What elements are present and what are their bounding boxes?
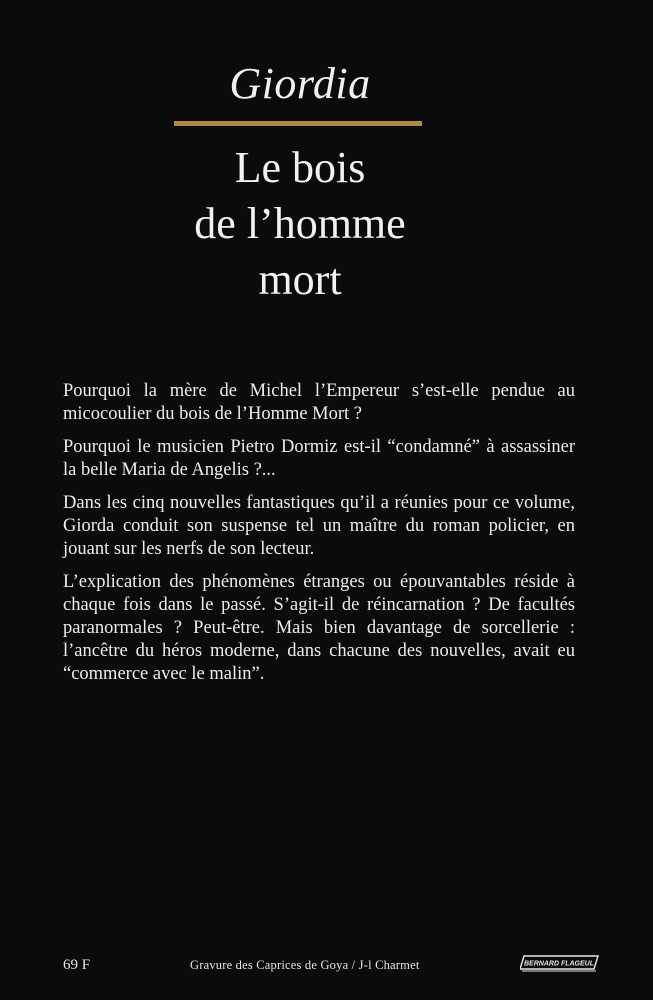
author-name: Giordia (229, 59, 371, 108)
title-line-3: mort (258, 255, 342, 304)
gold-divider-rule (174, 121, 422, 126)
blurb-text (63, 380, 575, 696)
blurb-paragraph-2: Pourquoi le musicien Pietro Dormiz est-il “condamné” à assassiner la belle Maria de Angelis ?... (63, 437, 575, 480)
title-line-2: de l’homme (194, 199, 406, 248)
title-line-1: Le bois (234, 143, 366, 192)
blurb-paragraph-3: Dans les cinq nouvelles fantastiques qu’il a réunies pour ce volume, Giorda conduit son suspense tel un maître du roman policier, en jouant sur les nerfs de son lecteur. (63, 493, 575, 559)
price-label: 69 F (63, 957, 91, 973)
publisher-logo-text: BERNARD FLAGEUL (524, 960, 594, 968)
blurb-paragraph-4: L’explication des phénomènes étranges ou épouvantables réside à chaque fois dans le passé. S’agit-il de réincarnation ? De facultés paranormales ? Peut-être. Mais bien davantage de sorcellerie : l’ancêtre du héros moderne, dans chacune des nouvelles, avait eu “commerce avec le malin”. (63, 572, 575, 684)
blurb-paragraph-1: Pourquoi la mère de Michel l’Empereur s’est-elle pendue au micocoulier du bois de l’Homme Mort ? (63, 381, 575, 424)
publisher-logo-icon (520, 954, 600, 972)
book-title (140, 140, 460, 308)
image-credit: Gravure des Caprices de Goya / J-l Charmet (190, 958, 420, 972)
